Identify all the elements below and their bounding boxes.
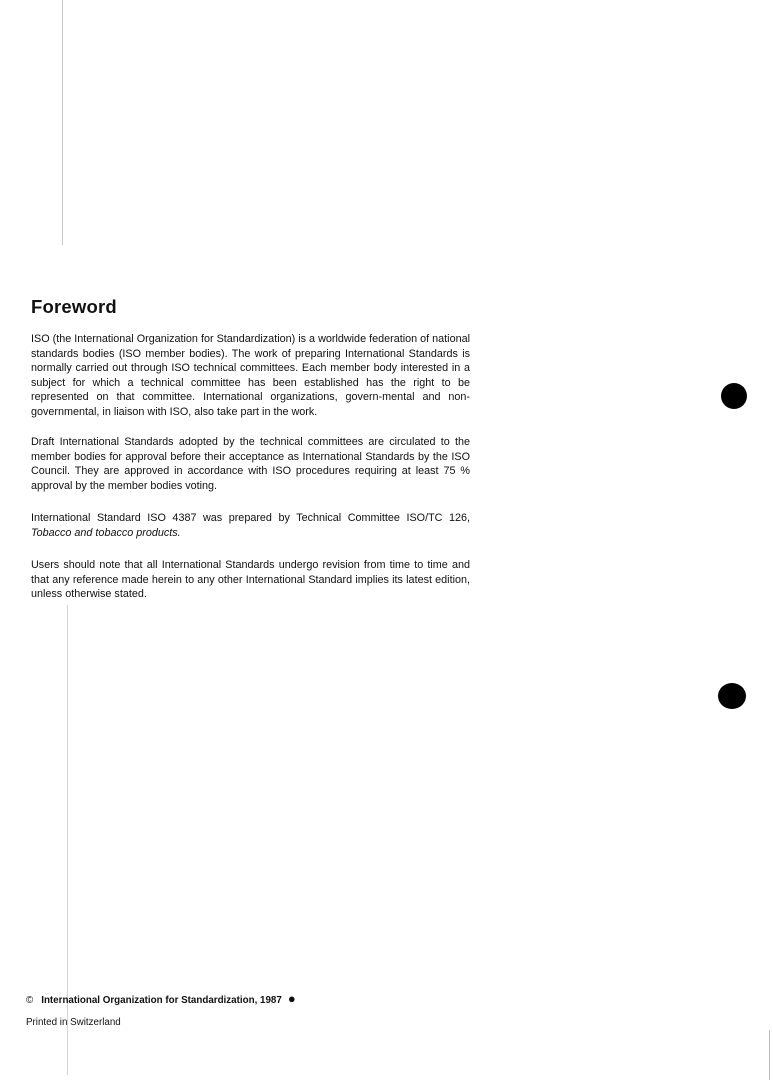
copyright-text: International Organization for Standardization, 1987 (41, 995, 282, 1006)
scan-artifact-line (769, 1030, 770, 1080)
bullet-icon: ● (287, 991, 296, 1006)
punch-hole (721, 383, 747, 409)
foreword-paragraph-1: ISO (the International Organization for Standardization) is a worldwide federation of national standards bodies (ISO member bodies). The work of preparing International Standards is normally carried out through ISO technical committees. Each member body interested in a subject for which a technical committee has been established has the right to be represented on that committee. International organizations, govern-mental and non-governmental, in liaison with ISO, also take part in the work. (31, 333, 470, 418)
foreword-paragraph-2: Draft International Standards adopted by the technical committees are circulated to the member bodies for approval before their acceptance as International Standards by the ISO Council. They are approved in accordance with ISO procedures requiring at least 75 % approval by the member bodies voting. (31, 436, 470, 492)
foreword-paragraph-3 (31, 511, 470, 540)
scan-artifact-line (62, 0, 63, 245)
copyright-symbol: © (26, 995, 34, 1006)
printed-in: Printed in Switzerland (26, 1017, 121, 1028)
foreword-paragraph-4: Users should note that all International Standards undergo revision from time to time and that any reference made herein to any other International Standard implies its latest edition, unless otherwise stated. (31, 559, 470, 601)
paragraph-3-text: International Standard ISO 4387 was prepared by Technical Committee ISO/TC 126, (31, 512, 470, 524)
page-title: Foreword (31, 296, 117, 317)
punch-hole (718, 683, 746, 709)
committee-title: Tobacco and tobacco products. (31, 526, 181, 539)
copyright-line (26, 991, 296, 1006)
